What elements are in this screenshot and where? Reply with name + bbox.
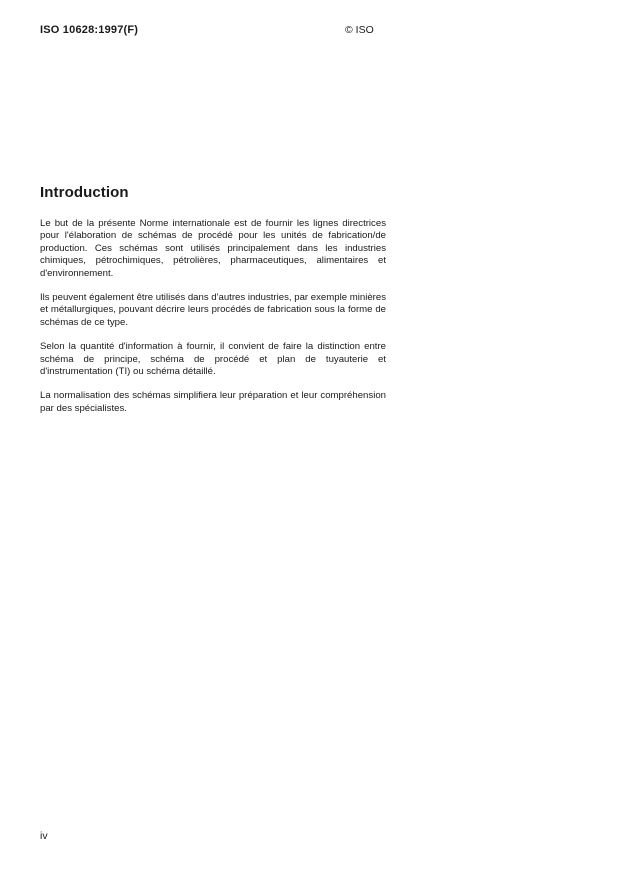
copyright-notice: © ISO <box>345 24 374 36</box>
section-title: Introduction <box>40 184 129 201</box>
standard-id: ISO 10628:1997(F) <box>40 24 139 36</box>
introduction-body <box>40 218 386 427</box>
paragraph: Ils peuvent également être utilisés dans d'autres industries, par exemple minières et métallurgiques, pouvant décrire leurs procédés de fabrication sous la forme de schémas de ce type. <box>40 292 386 328</box>
paragraph: La normalisation des schémas simplifiera leur préparation et leur compréhension par des spécialistes. <box>40 390 386 414</box>
page-number: iv <box>40 830 48 842</box>
paragraph: Selon la quantité d'information à fournir, il convient de faire la distinction entre schéma de principe, schéma de procédé et plan de tuyauterie et d'instrumentation (TI) ou schéma détaillé. <box>40 341 386 378</box>
paragraph: Le but de la présente Norme internationale est de fournir les lignes directrices pour l'élaboration de schémas de procédé pour les unités de fabrication/de production. Ces schémas sont utilisés principalement dans les industries chimiques, pétrochimiques, pétrolières, pharmaceutiques, alimentaires et d'environnement. <box>40 218 386 279</box>
